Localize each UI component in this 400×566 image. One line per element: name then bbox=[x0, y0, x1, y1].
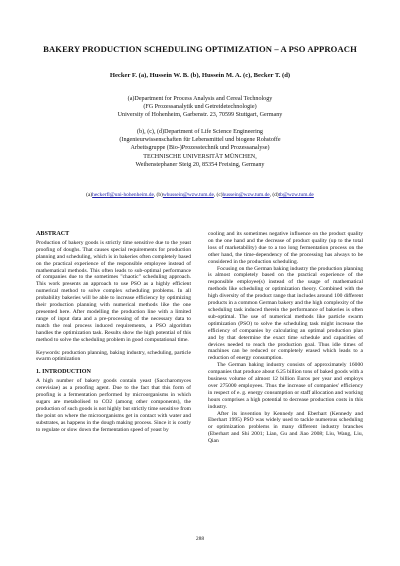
affiliation-hohenheim bbox=[40, 95, 360, 120]
email-link-becker[interactable]: tb@wzw.tum.de bbox=[278, 192, 314, 198]
keywords: Keywords: production planning, baking industry, scheduling, particle swarm optimization bbox=[36, 349, 191, 363]
affiliation-line: (b), (c), (d)Department of Life Science Engineering bbox=[137, 129, 263, 135]
right-column bbox=[208, 231, 363, 445]
left-column bbox=[36, 231, 191, 433]
email-link-whussein[interactable]: whussein@wzw.tum.de bbox=[162, 192, 214, 198]
author-list: Hecker F. (a), Hussein W. B. (b), Hussein M. A. (c), Becker T. (d) bbox=[109, 72, 291, 79]
affiliation-line: (Ingenieurwissenschaften für Lebensmittel und biogene Rohstoffe bbox=[119, 137, 281, 144]
email-link-hecker[interactable]: heckerfl@uni-hohenheim.de bbox=[92, 192, 154, 198]
affiliation-line: Weihenstephaner Steig 20, 85354 Freising, Germany bbox=[135, 161, 265, 168]
body-paragraph: cooling and its sometimes negative influence on the product quality on the one hand and the decrease of product quality (up to the total loss of marketability) due to a too long fermentation process on the other hand, the time-dependency of the processing has always to be considered in the production scheduling. bbox=[208, 231, 363, 265]
email-prefix: , (b) bbox=[153, 192, 163, 198]
affiliation-line: University of Hohenheim, Garbenstr. 23, 70599 Stuttgart, Germany bbox=[117, 112, 283, 119]
paper-title: BAKERY PRODUCTION SCHEDULING OPTIMIZATION – A PSO APPROACH bbox=[43, 44, 357, 54]
affiliation-tum bbox=[40, 128, 360, 169]
email-prefix: (a) bbox=[86, 192, 93, 198]
affiliation-line: TECHNISCHE UNIVERSITÄT MÜNCHEN, bbox=[143, 153, 257, 160]
body-paragraph: After its invention by Kennedy and Eberhart (Kennedy and Eberhart 1995) PSO was widely used to tackle numerous scheduling or optimization problems in many different industry branches (Eberhart and Shi 2001; Lian, Gu and Jiao 2008; Liu, Wang, Liu, Qian bbox=[208, 410, 363, 445]
body-paragraph: The German baking industry consists of approximately 16000 companies that produce about 6.25 billion tons of baked goods with a business volume of almost 12 billion Euros per year and employs over 275000 employees. Thus the increase of companies' efficiency in respect of e. g. energy consumption or staff allocation and working hours comprises a high potential to decrease production costs in this industry. bbox=[208, 362, 363, 410]
affiliation-line: (FG Prozessanalytik und Getreidetechnologie) bbox=[143, 104, 257, 111]
email-list bbox=[30, 192, 370, 198]
affiliation-line: (a)Department for Process Analysis and Cereal Technology bbox=[127, 96, 273, 102]
introduction-text: A high number of bakery goods contain yeast (Saccharomyces cerevisiae) as a proofing agent. Due to the fact that this form of proofing is a fermentation performed by microorganisms in which sugars are metabolised to CO2 (among other components), the production of such goods is not highly but strictly time sensitive from the point on where the microorganisms get in contact with water and substrates, as happens in the dough making process. Since it is costly to regulate or slow down the fermentation speed of yeast by bbox=[36, 378, 191, 433]
affiliation-line: Arbeitsgruppe (Bio-)Prozesstechnik und Prozessanalyse) bbox=[130, 145, 270, 152]
email-link-hussein[interactable]: hussein@wzw.tum.de bbox=[222, 192, 270, 198]
email-prefix: , (d) bbox=[269, 192, 279, 198]
page-number: 288 bbox=[195, 536, 205, 542]
abstract-text: Production of bakery goods is strictly time sensitive due to the yeast proofing of doughs. That causes special requirements for production planning and scheduling, which is in bakeries often completely based on the practical experience of the responsible employee instead of mathematical methods. This often leads to sub-optimal performance of companies due to the sometimes "chaotic" scheduling approach. This work presents an approach to use PSO as a highly efficient numerical method to solve complex scheduling problems. In all probability bakeries will be able to increase efficiency by optimizing their production planning with numerical methods like the one presented here. After modelling the production line with a limited range of input data and a pre-processing of the necessary data to match the real process induced requirements, a PSO algorithm handles the optimization task. Results show the high potential of this method to solve the scheduling problem in good computational time. bbox=[36, 239, 191, 343]
email-prefix: , (c) bbox=[213, 192, 223, 198]
abstract-heading: ABSTRACT bbox=[36, 231, 70, 237]
body-paragraph: Focusing on the German baking industry the production planning is almost completely based on the practical experience of the responsible employee(s) instead of the usage of mathematical methods like scheduling or optimization theory. Combined with the high diversity of the product range that includes around 100 different products in a common German bakery and the high complexity of the scheduling task induced therein the performance of bakeries is often sub-optimal. The use of numerical methods like particle swarm optimization (PSO) to solve the scheduling task might increase the efficiency of companies by calculating an optimal production plan and by that determine the exact time schedule and capacities of devices needed to reach the production goal. Thus idle times of machines can be reduced or completely erased which leads to a reduction of energy consumption. bbox=[208, 265, 363, 362]
introduction-heading: 1. INTRODUCTION bbox=[36, 369, 91, 376]
